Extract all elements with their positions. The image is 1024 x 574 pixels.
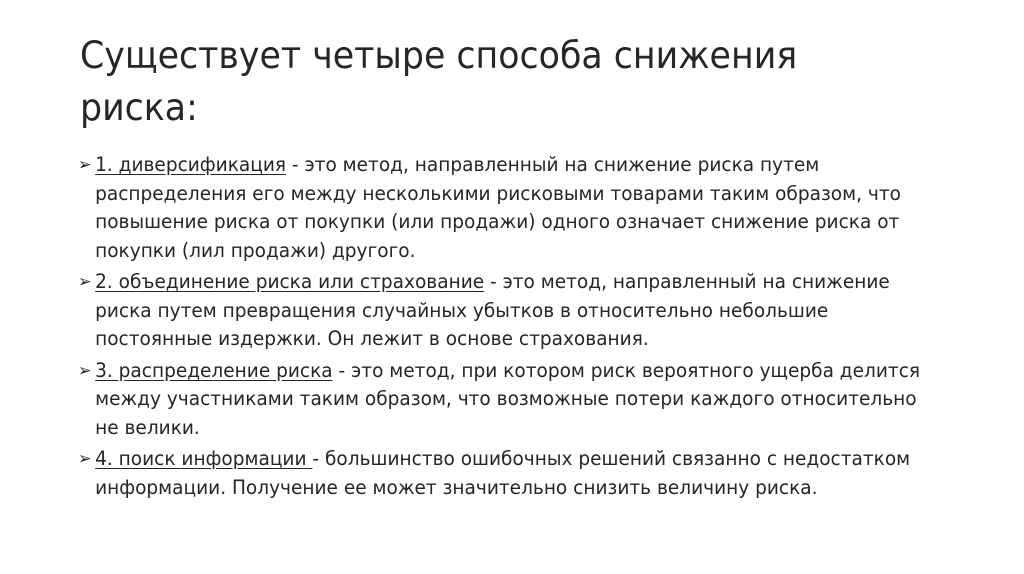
bullet-item-insurance [78,268,933,354]
bullet-text: - большинство ошибочных решений связанно с недостатком информации. Получение ее может значительно снизить величину риска. [95,447,911,499]
bullet-term: 2. объединение риска или страхование [95,270,485,293]
arrow-bullet-icon: ➢ [78,360,92,381]
bullet-text: - это метод, направленный на снижение риска путем распределения его между несколькими рисковыми товарами таким образом, что повышение риска от покупки (или продажи) одного означает снижение риска от покупки (лил продажи) другого. [95,153,901,262]
bullet-term: 1. диверсификация [95,153,287,176]
arrow-bullet-icon: ➢ [78,449,92,469]
bullet-text: - это метод, при котором риск вероятного ущерба делится между участниками таким образом, что возможные потери каждого относительно не велики. [95,358,921,439]
bullet-item-risk-distribution [78,357,933,443]
bullet-term: 4. поиск информации [95,447,313,470]
bullet-list [78,151,978,505]
arrow-bullet-icon: ➢ [78,155,92,175]
bullet-term: 3. распределение риска [95,358,333,382]
arrow-bullet-icon: ➢ [78,272,92,292]
bullet-item-information-search [78,445,933,502]
bullet-text: - это метод, направленный на снижение риска путем превращения случайных убытков в относительно небольшие постоянные издержки. Он лежит в основе страхования. [95,270,890,350]
bullet-item-diversification [78,151,933,265]
slide-title: Существует четыре способа снижения риска: [80,34,798,129]
